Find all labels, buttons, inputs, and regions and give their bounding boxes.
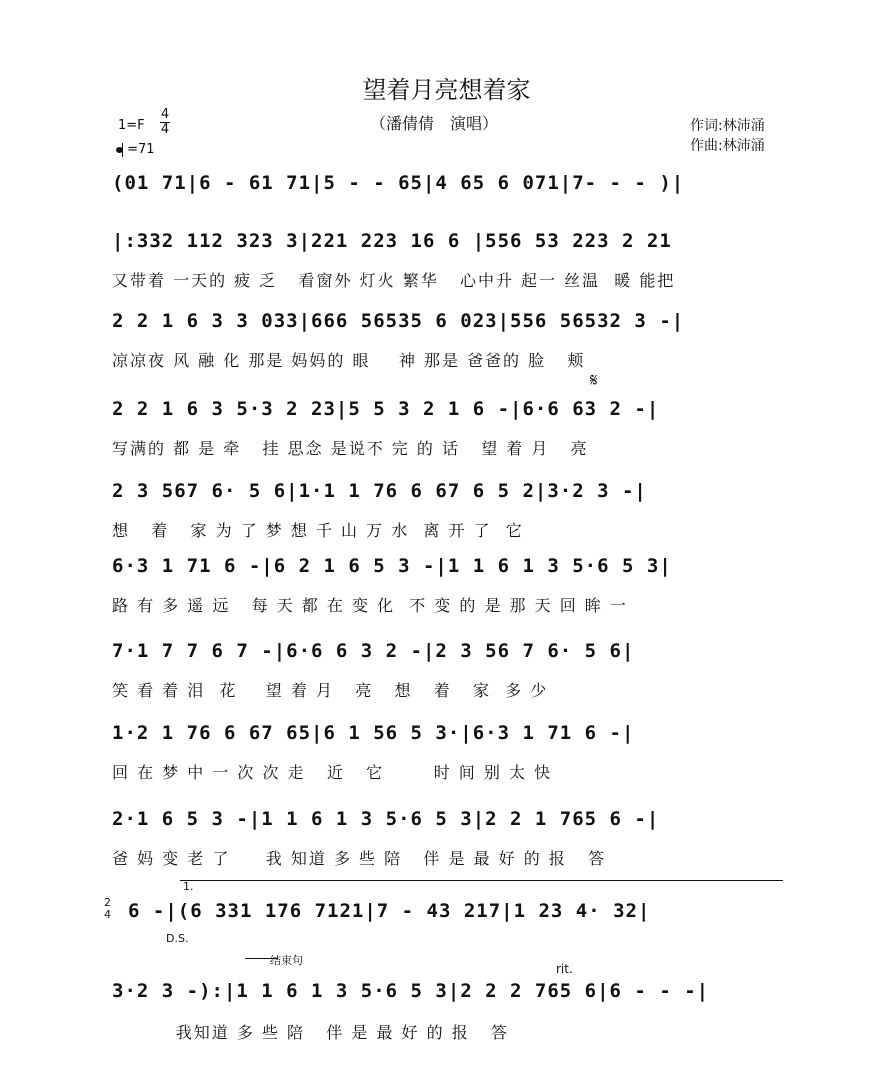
tempo-marking — [116, 142, 155, 157]
meter24-bottom: 4 — [104, 908, 111, 921]
lyrics-line: 回 在 梦 中 一 次 次 走 近 它 时 间 别 太 快 — [112, 763, 553, 782]
notes-line: (01 71|6 - 61 71|5 - - 65|4 65 6 071|7- - - )| — [112, 172, 685, 194]
meter24-top: 2 — [104, 896, 111, 909]
notes-line: 6·3 1 71 6 -|6 2 1 6 5 3 -|1 1 6 1 3 5·6 5 3| — [112, 555, 672, 577]
lyrics-line: 爸 妈 变 老 了 我 知道 多 些 陪 伴 是 最 好 的 报 答 — [112, 849, 607, 868]
notes-line: 7·1 7 7 6 7 -|6·6 6 3 2 -|2 3 56 7 6· 5 6| — [112, 640, 635, 662]
key-signature: 1=F — [118, 118, 145, 133]
lyrics-line: 我知道 多 些 陪 伴 是 最 好 的 报 答 — [112, 1023, 509, 1042]
lyrics-line: 写满的 都 是 牵 挂 思念 是说不 完 的 话 望 着 月 亮 — [112, 439, 589, 458]
volta-bracket — [180, 880, 783, 881]
composer-credit: 作曲:林沛涌 — [690, 138, 765, 154]
lyrics-line: 又带着 一天的 疲 乏 看窗外 灯火 繁华 心中升 起一 丝温 暖 能把 — [112, 271, 676, 290]
dal-segno: D.S. — [166, 932, 189, 945]
ending-label: 结束句 — [270, 954, 303, 967]
lyrics-line: 笑 看 着 泪 花 望 着 月 亮 想 着 家 多 少 — [112, 681, 549, 700]
ritardando: rit. — [556, 962, 573, 976]
song-title: 望着月亮想着家 — [362, 76, 531, 104]
notes-line: 6 -|(6 331 176 7121|7 - 43 217|1 23 4· 32| — [128, 900, 651, 922]
note-stem — [122, 143, 123, 157]
lyrics-line: 凉凉夜 风 融 化 那是 妈妈的 眼 神 那是 爸爸的 脸 颊 — [112, 351, 586, 370]
notes-line: |:332 112 323 3|221 223 16 6 |556 53 223 2 21 — [112, 230, 672, 252]
notes-line: 2 2 1 6 3 5·3 2 23|5 5 3 2 1 6 -|6·6 63 2 -| — [112, 398, 660, 420]
lyrics-line: 路 有 多 遥 远 每 天 都 在 变 化 不 变 的 是 那 天 回 眸 一 — [112, 596, 628, 615]
lyrics-line: 想 着 家 为 了 梦 想 千 山 万 水 离 开 了 它 — [112, 521, 524, 540]
notes-line: 2 2 1 6 3 3 033|666 56535 6 023|556 56532 3 -| — [112, 310, 685, 332]
lyricist-credit: 作词:林沛涌 — [690, 118, 765, 134]
notes-line: 2 3 567 6· 5 6|1·1 1 76 6 67 6 5 2|3·2 3 -| — [112, 480, 647, 502]
meter-top: 4 — [160, 107, 170, 122]
singer-credit: （潘倩倩 演唱） — [370, 114, 499, 133]
credits — [690, 116, 765, 156]
notes-line: 1·2 1 76 6 67 65|6 1 56 5 3·|6·3 1 71 6 -| — [112, 722, 635, 744]
meter-2-4 — [104, 897, 111, 921]
tempo-value: =71 — [127, 142, 155, 157]
notes-line: 3·2 3 -):|1 1 6 1 3 5·6 5 3|2 2 2 765 6|6 - - -| — [112, 980, 710, 1002]
volta-number: 1. — [183, 880, 194, 893]
segno-icon: 𝄋 — [590, 370, 598, 391]
notes-line: 2·1 6 5 3 -|1 1 6 1 3 5·6 5 3|2 2 1 765 6 -| — [112, 808, 660, 830]
meter-bottom: 4 — [160, 122, 170, 137]
time-signature — [160, 108, 170, 137]
